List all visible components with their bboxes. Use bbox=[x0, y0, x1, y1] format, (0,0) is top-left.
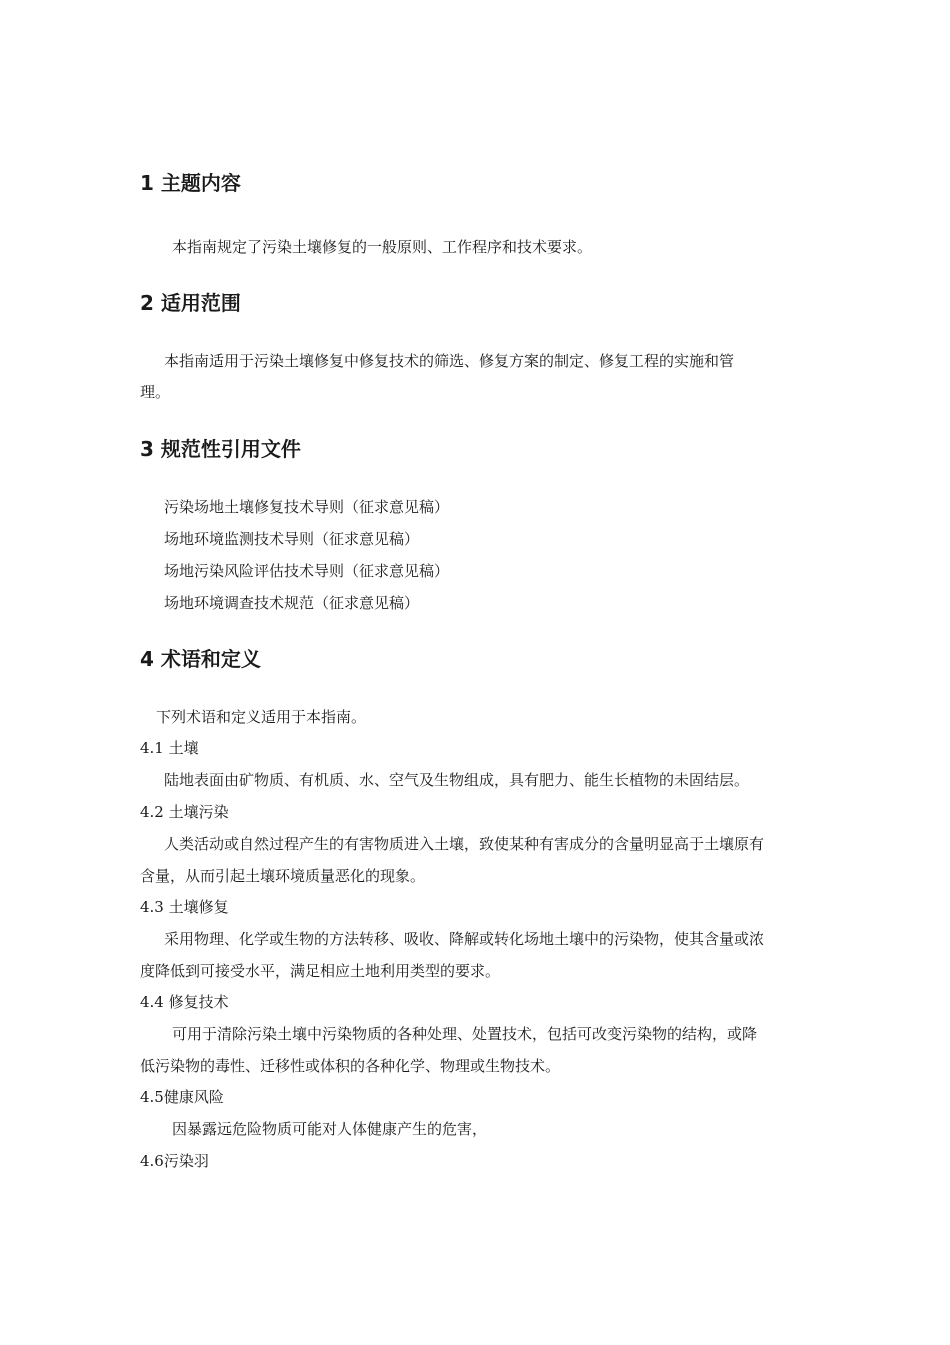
term-definition-4-4-line-2: 低污染物的毒性、迁移性或体积的各种化学、物理或生物技术。 bbox=[140, 1057, 561, 1075]
term-title-4-3: 4.3 土壤修复 bbox=[140, 898, 229, 916]
term-definition-4-2-line-2: 含量，从而引起土壤环境质量恶化的现象。 bbox=[140, 867, 426, 885]
section-1-paragraph: 本指南规定了污染土壤修复的一般原则、工作程序和技术要求。 bbox=[172, 238, 593, 256]
term-definition-4-2-line-1: 人类活动或自然过程产生的有害物质进入土壤，致使某种有害成分的含量明显高于土壤原有 bbox=[164, 835, 765, 853]
section-4-heading: 4 术语和定义 bbox=[140, 647, 261, 671]
term-definition-4-1: 陆地表面由矿物质、有机质、水、空气及生物组成，具有肥力、能生长植物的未固结层。 bbox=[164, 771, 750, 789]
term-definition-4-3-line-2: 度降低到可接受水平，满足相应土地利用类型的要求。 bbox=[140, 962, 501, 980]
reference-item: 场地污染风险评估技术导则（征求意见稿） bbox=[164, 562, 450, 580]
term-definition-4-3-line-1: 采用物理、化学或生物的方法转移、吸收、降解或转化场地土壤中的污染物，使其含量或浓 bbox=[164, 930, 765, 948]
reference-item: 场地环境监测技术导则（征求意见稿） bbox=[164, 530, 420, 548]
term-title-4-5: 4.5健康风险 bbox=[140, 1088, 224, 1106]
term-title-4-4: 4.4 修复技术 bbox=[140, 993, 229, 1011]
reference-item: 污染场地土壤修复技术导则（征求意见稿） bbox=[164, 498, 450, 516]
reference-item: 场地环境调查技术规范（征求意见稿） bbox=[164, 594, 420, 612]
term-definition-4-5: 因暴露远危险物质可能对人体健康产生的危害， bbox=[172, 1120, 488, 1138]
term-title-4-2: 4.2 土壤污染 bbox=[140, 803, 229, 821]
term-title-4-6: 4.6污染羽 bbox=[140, 1152, 209, 1170]
section-2-paragraph-line-1: 本指南适用于污染土壤修复中修复技术的筛选、修复方案的制定、修复工程的实施和管 bbox=[164, 352, 735, 370]
term-definition-4-4-line-1: 可用于清除污染土壤中污染物质的各种处理、处置技术，包括可改变污染物的结构，或降 bbox=[172, 1025, 758, 1043]
term-title-4-1: 4.1 土壤 bbox=[140, 739, 199, 757]
section-3-heading: 3 规范性引用文件 bbox=[140, 437, 301, 461]
section-2-paragraph-line-2: 理。 bbox=[140, 383, 171, 401]
section-4-intro: 下列术语和定义适用于本指南。 bbox=[156, 708, 367, 726]
section-2-heading: 2 适用范围 bbox=[140, 291, 241, 315]
section-1-heading: 1 主题内容 bbox=[140, 171, 241, 195]
